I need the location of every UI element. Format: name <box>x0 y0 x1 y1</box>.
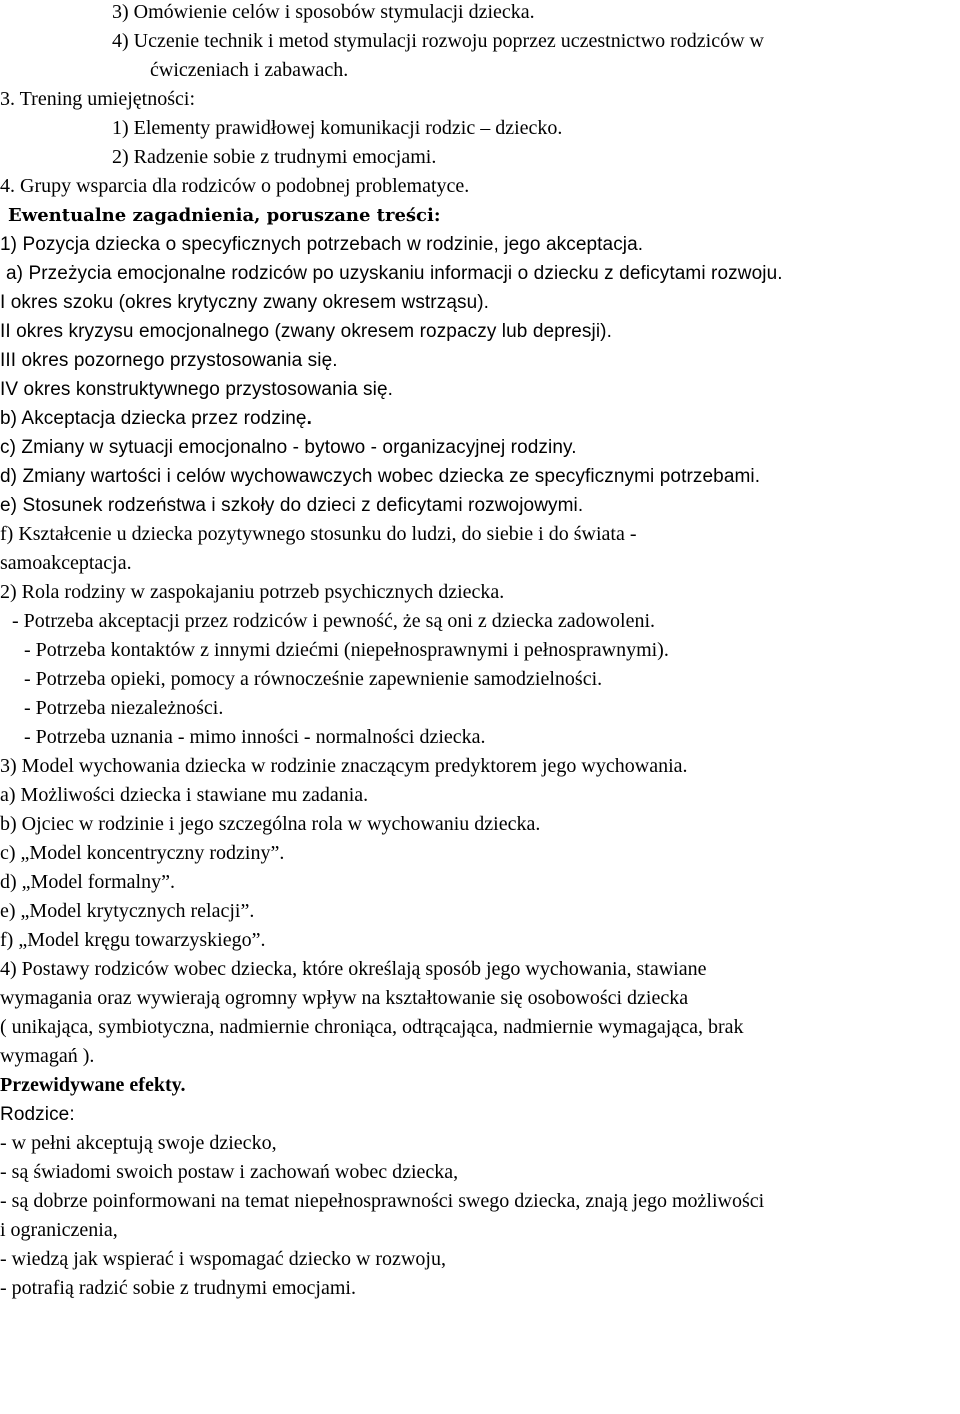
list-item: 2) Radzenie sobie z trudnymi emocjami. <box>112 146 437 168</box>
list-item: 4) Uczenie technik i metod stymulacji rozwoju poprzez uczestnictwo rodziców w <box>112 30 764 52</box>
paragraph-line: d) „Model formalny”. <box>0 871 175 893</box>
paragraph-line: a) Przeżycia emocjonalne rodziców po uzyskaniu informacji o dziecku z deficytami rozwoju. <box>6 263 783 284</box>
paragraph-line: - są świadomi swoich postaw i zachowań wobec dziecka, <box>0 1161 459 1183</box>
paragraph-line: d) Zmiany wartości i celów wychowawczych wobec dziecka ze specyficznymi potrzebami. <box>0 466 761 487</box>
paragraph-line: f) Kształcenie u dziecka pozytywnego stosunku do ludzi, do siebie i do świata - <box>0 523 637 545</box>
paragraph-line: 1) Pozycja dziecka o specyficznych potrzebach w rodzinie, jego akceptacja. <box>0 234 644 255</box>
paragraph-line: - są dobrze poinformowani na temat niepełnosprawności swego dziecka, znają jego możliwości <box>0 1190 765 1212</box>
paragraph-line: i ograniczenia, <box>0 1219 118 1241</box>
paragraph-line: - Potrzeba niezależności. <box>24 697 224 719</box>
list-item: 3) Omówienie celów i sposobów stymulacji dziecka. <box>112 1 535 23</box>
paragraph-line: III okres pozornego przystosowania się. <box>0 350 338 371</box>
paragraph-line: - w pełni akceptują swoje dziecko, <box>0 1132 277 1154</box>
paragraph-line: e) „Model krytycznych relacji”. <box>0 900 255 922</box>
effects-heading: Przewidywane efekty. <box>0 1074 186 1096</box>
paragraph-line: 4) Postawy rodziców wobec dziecka, które określają sposób jego wychowania, stawiane <box>0 958 707 980</box>
paragraph-line: IV okres konstruktywnego przystosowania się. <box>0 379 394 400</box>
paragraph-line: 3) Model wychowania dziecka w rodzinie znaczącym predyktorem jego wychowania. <box>0 755 688 777</box>
section-heading: 3. Trening umiejętności: <box>0 88 195 110</box>
paragraph-line: - Potrzeba opieki, pomocy a równocześnie zapewnienie samodzielności. <box>24 668 603 690</box>
paragraph-line: 2) Rola rodziny w zaspokajaniu potrzeb psychicznych dziecka. <box>0 581 505 603</box>
section-heading: 4. Grupy wsparcia dla rodziców o podobnej problematyce. <box>0 175 470 197</box>
paragraph-line: - wiedzą jak wspierać i wspomagać dziecko w rozwoju, <box>0 1248 446 1270</box>
paragraph-line: b) Ojciec w rodzinie i jego szczególna rola w wychowaniu dziecka. <box>0 813 541 835</box>
list-item-continuation: ćwiczeniach i zabawach. <box>150 59 349 81</box>
paragraph-line: - Potrzeba kontaktów z innymi dziećmi (niepełnosprawnymi i pełnosprawnymi). <box>24 639 669 661</box>
list-item: 1) Elementy prawidłowej komunikacji rodzic – dziecko. <box>112 117 563 139</box>
paragraph-line: c) Zmiany w sytuacji emocjonalno - bytowo - organizacyjnej rodziny. <box>0 437 577 458</box>
paragraph-line <box>0 404 960 433</box>
paragraph-line: f) „Model kręgu towarzyskiego”. <box>0 929 266 951</box>
paragraph-line: samoakceptacja. <box>0 552 132 574</box>
paragraph-line: - Potrzeba uznania - mimo inności - normalności dziecka. <box>24 726 486 748</box>
paragraph-line: wymagań ). <box>0 1045 95 1067</box>
paragraph-line: - Potrzeba akceptacji przez rodziców i pewność, że są oni z dziecka zadowoleni. <box>12 610 656 632</box>
topics-heading: Ewentualne zagadnienia, poruszane treści: <box>8 205 441 226</box>
paragraph-text: b) Akceptacja dziecka przez rodzinę <box>0 408 307 429</box>
paragraph-line: ( unikająca, symbiotyczna, nadmiernie chroniąca, odtrącająca, nadmiernie wymagająca, brak <box>0 1016 744 1038</box>
paragraph-line: a) Możliwości dziecka i stawiane mu zadania. <box>0 784 369 806</box>
paragraph-line: II okres kryzysu emocjonalnego (zwany okresem rozpaczy lub depresji). <box>0 321 612 342</box>
paragraph-line: - potrafią radzić sobie z trudnymi emocjami. <box>0 1277 356 1299</box>
paragraph-line: wymagania oraz wywierają ogromny wpływ na kształtowanie się osobowości dziecka <box>0 987 689 1009</box>
paragraph-text-bold: . <box>306 408 312 429</box>
paragraph-line: Rodzice: <box>0 1104 75 1125</box>
paragraph-line: I okres szoku (okres krytyczny zwany okresem wstrząsu). <box>0 292 490 313</box>
paragraph-line: c) „Model koncentryczny rodziny”. <box>0 842 285 864</box>
paragraph-line: e) Stosunek rodzeństwa i szkoły do dzieci z deficytami rozwojowymi. <box>0 495 584 516</box>
